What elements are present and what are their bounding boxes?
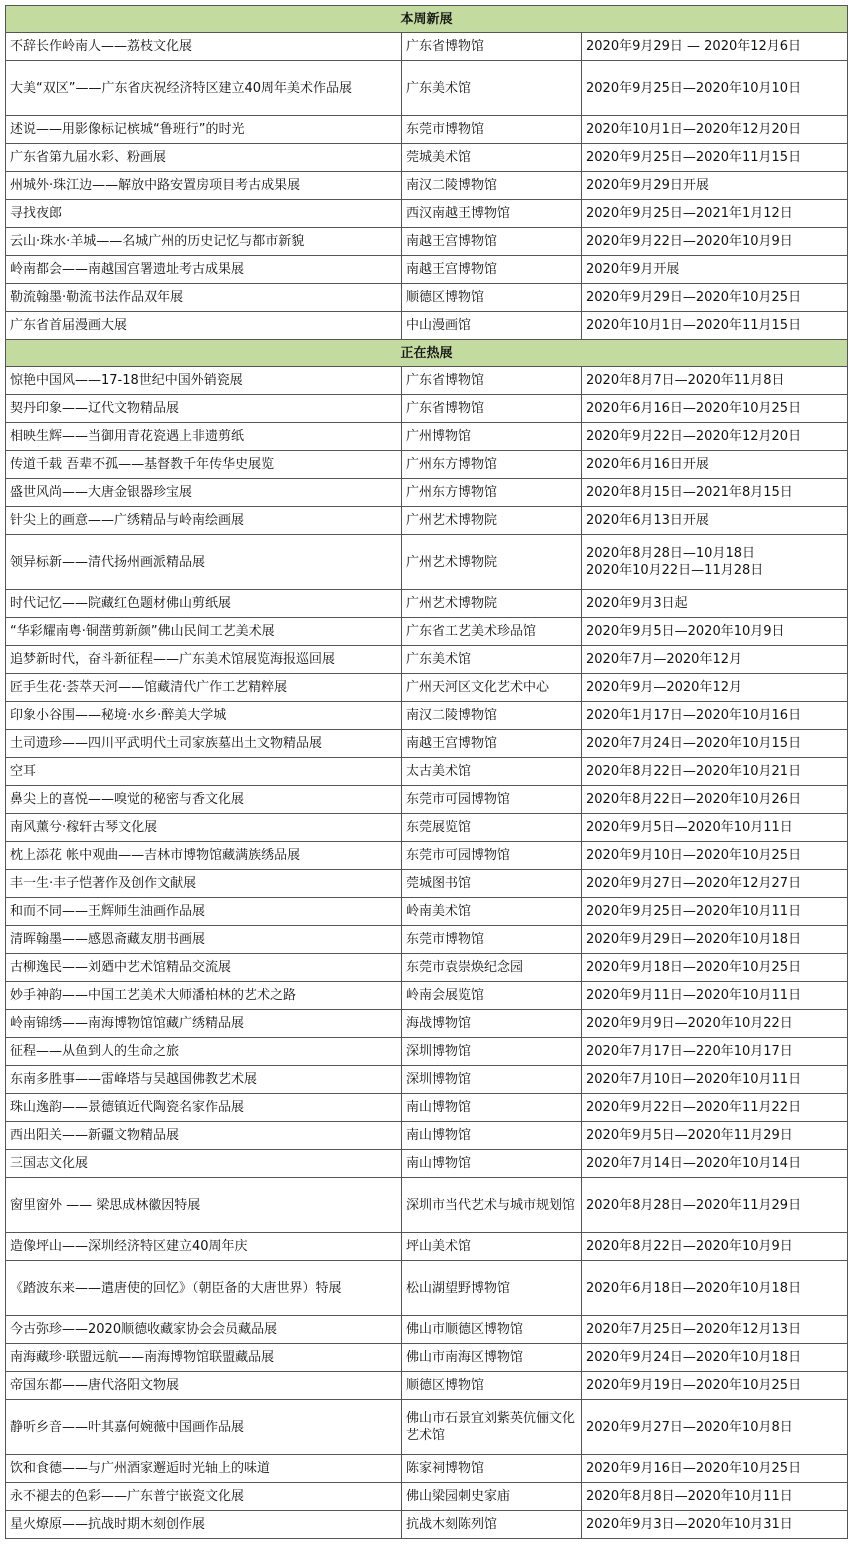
- venue: 广州博物馆: [402, 423, 582, 451]
- venue: 广州天河区文化艺术中心: [402, 674, 582, 702]
- date-range: 2020年9月19日—2020年10月25日: [586, 1378, 802, 1393]
- exhibition-dates: [582, 1511, 848, 1539]
- exhibition-dates: [582, 870, 848, 898]
- date-range: 2020年8月7日—2020年11月8日: [586, 373, 785, 388]
- exhibition-dates: [582, 1400, 848, 1455]
- venue: 广东省工艺美术珍品馆: [402, 618, 582, 646]
- exhibition-dates: [582, 1066, 848, 1094]
- exhibition-name: 针尖上的画意——广绣精品与岭南绘画展: [6, 507, 402, 535]
- venue: 佛山市石景宜刘紫英伉俪文化艺术馆: [402, 1400, 582, 1455]
- venue: 坪山美术馆: [402, 1233, 582, 1261]
- table-row: [6, 200, 848, 228]
- exhibition-name: 古柳逸民——刘廼中艺术馆精品交流展: [6, 954, 402, 982]
- exhibition-name: 盛世风尚——大唐金银器珍宝展: [6, 479, 402, 507]
- date-range: 2020年10月1日—2020年12月20日: [586, 122, 802, 137]
- venue: 顺德区博物馆: [402, 1372, 582, 1400]
- exhibition-name: 和而不同——王辉师生油画作品展: [6, 898, 402, 926]
- exhibition-name: 西出阳关——新疆文物精品展: [6, 1122, 402, 1150]
- date-range: 2020年10月1日—2020年11月15日: [586, 318, 802, 333]
- exhibition-name: 云山·珠水·羊城——名城广州的历史记忆与都市新貌: [6, 228, 402, 256]
- date-range: 2020年8月28日—2020年11月29日: [586, 1197, 802, 1213]
- date-range: 2020年9月25日—2020年11月15日: [586, 150, 802, 165]
- exhibition-name: 不辞长作岭南人——荔枝文化展: [6, 33, 402, 61]
- exhibition-dates: [582, 1122, 848, 1150]
- table-row: [6, 172, 848, 200]
- date-range: 2020年9月22日—2020年11月22日: [586, 1100, 802, 1115]
- date-range: 2020年9月9日—2020年10月22日: [586, 1016, 793, 1031]
- table-row: [6, 479, 848, 507]
- exhibition-dates: [582, 982, 848, 1010]
- exhibition-dates: [582, 730, 848, 758]
- venue: 深圳博物馆: [402, 1038, 582, 1066]
- date-range: 2020年9月—2020年12月: [586, 680, 742, 695]
- date-range: 2020年9月29日开展: [586, 178, 709, 193]
- date-range: 2020年9月3日起: [586, 596, 688, 611]
- date-range: 2020年6月16日开展: [586, 457, 709, 472]
- table-row: [6, 814, 848, 842]
- exhibition-name: 领异标新——清代扬州画派精品展: [6, 535, 402, 590]
- exhibition-name: 寻找夜郎: [6, 200, 402, 228]
- date-range: 2020年9月25日—2020年10月11日: [586, 904, 802, 919]
- table-row: [6, 982, 848, 1010]
- exhibition-table: [5, 5, 848, 1539]
- date-range: 2020年9月22日—2020年10月9日: [586, 234, 793, 249]
- venue: 佛山市顺德区博物馆: [402, 1316, 582, 1344]
- exhibition-dates: [582, 646, 848, 674]
- table-row: [6, 367, 848, 395]
- section-title: 正在热展: [6, 340, 848, 367]
- venue: 广东省博物馆: [402, 367, 582, 395]
- date-range: 2020年9月24日—2020年10月18日: [586, 1350, 802, 1365]
- exhibition-name: 今古弥珍——2020顺德收藏家协会会员藏品展: [6, 1316, 402, 1344]
- venue: 岭南会展览馆: [402, 982, 582, 1010]
- exhibition-dates: [582, 1261, 848, 1316]
- venue: 莞城美术馆: [402, 144, 582, 172]
- date-range: 2020年9月16日—2020年10月25日: [586, 1461, 802, 1476]
- exhibition-name: 岭南都会——南越国宫署遗址考古成果展: [6, 256, 402, 284]
- exhibition-name: “华彩耀南粤·铜凿剪新颜”佛山民间工艺美术展: [6, 618, 402, 646]
- date-range: 2020年8月22日—2020年10月26日: [586, 792, 802, 807]
- venue: 海战博物馆: [402, 1010, 582, 1038]
- table-row: [6, 758, 848, 786]
- exhibition-name: 永不褪去的色彩——广东普宁嵌瓷文化展: [6, 1483, 402, 1511]
- venue: 抗战木刻陈列馆: [402, 1511, 582, 1539]
- exhibition-dates: [582, 842, 848, 870]
- venue: 东莞市可园博物馆: [402, 786, 582, 814]
- table-row: [6, 730, 848, 758]
- exhibition-name: 勒流翰墨·勒流书法作品双年展: [6, 284, 402, 312]
- exhibition-dates: [582, 1010, 848, 1038]
- date-range: 2020年9月10日—2020年10月25日: [586, 848, 802, 863]
- table-row: [6, 116, 848, 144]
- exhibition-dates: [582, 284, 848, 312]
- exhibition-name: 三国志文化展: [6, 1150, 402, 1178]
- table-row: [6, 535, 848, 590]
- venue: 广东省博物馆: [402, 33, 582, 61]
- exhibition-dates: [582, 1233, 848, 1261]
- venue: 东莞市博物馆: [402, 116, 582, 144]
- table-row: [6, 1344, 848, 1372]
- table-row: [6, 1233, 848, 1261]
- exhibition-dates: [582, 479, 848, 507]
- date-range: 2020年9月25日—2020年10月10日: [586, 80, 802, 96]
- table-row: [6, 1511, 848, 1539]
- exhibition-dates: [582, 674, 848, 702]
- venue: 广州艺术博物院: [402, 590, 582, 618]
- exhibition-name: 广东省第九届水彩、粉画展: [6, 144, 402, 172]
- date-range: 2020年8月22日—2020年10月9日: [586, 1239, 793, 1254]
- exhibition-name: 静听乡音——叶其嘉何婉薇中国画作品展: [6, 1400, 402, 1455]
- date-range: 2020年10月22日—11月28日: [586, 563, 764, 578]
- date-range: 2020年7月—2020年12月: [586, 652, 742, 667]
- exhibition-dates: [582, 1150, 848, 1178]
- table-row: [6, 702, 848, 730]
- venue: 广州东方博物馆: [402, 479, 582, 507]
- exhibition-name: 征程——从鱼到人的生命之旅: [6, 1038, 402, 1066]
- exhibition-dates: [582, 590, 848, 618]
- section-header: [6, 340, 848, 367]
- venue: 中山漫画馆: [402, 312, 582, 340]
- table-row: [6, 1455, 848, 1483]
- venue: 南山博物馆: [402, 1150, 582, 1178]
- exhibition-dates: [582, 1483, 848, 1511]
- table-row: [6, 674, 848, 702]
- venue: 深圳市当代艺术与城市规划馆: [402, 1178, 582, 1233]
- venue: 东莞市博物馆: [402, 926, 582, 954]
- venue: 陈家祠博物馆: [402, 1455, 582, 1483]
- exhibition-name: 大美“双区”——广东省庆祝经济特区建立40周年美术作品展: [6, 61, 402, 116]
- exhibition-name: 述说——用影像标记槟城“鲁班行”的时光: [6, 116, 402, 144]
- date-range: 2020年1月17日—2020年10月16日: [586, 708, 802, 723]
- exhibition-dates: [582, 367, 848, 395]
- table-row: [6, 1038, 848, 1066]
- exhibition-name: 空耳: [6, 758, 402, 786]
- table-row: [6, 1372, 848, 1400]
- table-row: [6, 1122, 848, 1150]
- exhibition-dates: [582, 423, 848, 451]
- date-range: 2020年9月5日—2020年10月11日: [586, 820, 793, 835]
- date-range: 2020年8月28日—10月18日: [586, 546, 755, 561]
- exhibition-dates: [582, 1038, 848, 1066]
- table-row: [6, 898, 848, 926]
- exhibition-name: 饮和食德——与广州酒家邂逅时光轴上的味道: [6, 1455, 402, 1483]
- venue: 深圳博物馆: [402, 1066, 582, 1094]
- exhibition-dates: [582, 702, 848, 730]
- exhibition-name: 珠山逸韵——景德镇近代陶瓷名家作品展: [6, 1094, 402, 1122]
- exhibition-dates: [582, 144, 848, 172]
- exhibition-name: 岭南锦绣——南海博物馆馆藏广绣精品展: [6, 1010, 402, 1038]
- date-range: 2020年7月17日—220年10月17日: [586, 1044, 793, 1059]
- table-row: [6, 1150, 848, 1178]
- exhibition-name: 广东省首届漫画大展: [6, 312, 402, 340]
- venue: 岭南美术馆: [402, 898, 582, 926]
- exhibition-name: 东南多胜事——雷峰塔与吴越国佛教艺术展: [6, 1066, 402, 1094]
- venue: 莞城图书馆: [402, 870, 582, 898]
- table-row: [6, 61, 848, 116]
- date-range: 2020年9月27日—2020年10月8日: [586, 1419, 793, 1435]
- exhibition-dates: [582, 1344, 848, 1372]
- date-range: 2020年8月15日—2021年8月15日: [586, 485, 793, 500]
- table-row: [6, 256, 848, 284]
- date-range: 2020年9月11日—2020年10月11日: [586, 988, 802, 1003]
- table-row: [6, 954, 848, 982]
- date-range: 2020年9月3日—2020年10月31日: [586, 1517, 793, 1532]
- exhibition-name: 南海藏珍·联盟远航——南海博物馆联盟藏品展: [6, 1344, 402, 1372]
- exhibition-name: 《踏波东来——遣唐使的回忆》（朝臣备的大唐世界）特展: [6, 1261, 402, 1316]
- venue: 广州艺术博物院: [402, 507, 582, 535]
- venue: 东莞市可园博物馆: [402, 842, 582, 870]
- venue: 南汉二陵博物馆: [402, 172, 582, 200]
- section-header: [6, 6, 848, 33]
- exhibition-dates: [582, 1372, 848, 1400]
- exhibition-name: 妙手神韵——中国工艺美术大师潘柏林的艺术之路: [6, 982, 402, 1010]
- exhibition-dates: [582, 814, 848, 842]
- exhibition-dates: [582, 1094, 848, 1122]
- exhibition-dates: [582, 172, 848, 200]
- venue: 松山湖望野博物馆: [402, 1261, 582, 1316]
- date-range: 2020年9月22日—2020年12月20日: [586, 429, 802, 444]
- date-range: 2020年8月8日—2020年10月11日: [586, 1489, 793, 1504]
- table-row: [6, 590, 848, 618]
- venue: 广东美术馆: [402, 646, 582, 674]
- exhibition-name: 匠手生花·荟萃天河——馆藏清代广作工艺精粹展: [6, 674, 402, 702]
- table-row: [6, 1261, 848, 1316]
- date-range: 2020年9月25日—2021年1月12日: [586, 206, 793, 221]
- date-range: 2020年7月14日—2020年10月14日: [586, 1156, 802, 1171]
- exhibition-dates: [582, 33, 848, 61]
- table-row: [6, 395, 848, 423]
- table-row: [6, 618, 848, 646]
- date-range: 2020年9月5日—2020年10月9日: [586, 624, 785, 639]
- date-range: 2020年7月10日—2020年10月11日: [586, 1072, 802, 1087]
- date-range: 2020年9月5日—2020年11月29日: [586, 1128, 793, 1143]
- venue: 顺德区博物馆: [402, 284, 582, 312]
- venue: 广州东方博物馆: [402, 451, 582, 479]
- exhibition-dates: [582, 312, 848, 340]
- date-range: 2020年7月24日—2020年10月15日: [586, 736, 802, 751]
- exhibition-dates: [582, 926, 848, 954]
- venue: 东莞市袁崇焕纪念园: [402, 954, 582, 982]
- table-row: [6, 786, 848, 814]
- exhibition-dates: [582, 1455, 848, 1483]
- exhibition-dates: [582, 507, 848, 535]
- date-range: 2020年9月29日 — 2020年12月6日: [586, 39, 802, 54]
- exhibition-dates: [582, 228, 848, 256]
- exhibition-name: 鼻尖上的喜悦——嗅觉的秘密与香文化展: [6, 786, 402, 814]
- date-range: 2020年6月16日—2020年10月25日: [586, 401, 802, 416]
- venue: 南越王宫博物馆: [402, 256, 582, 284]
- table-row: [6, 312, 848, 340]
- date-range: 2020年9月开展: [586, 262, 680, 277]
- table-row: [6, 1178, 848, 1233]
- exhibition-dates: [582, 758, 848, 786]
- exhibition-table-body: [6, 6, 848, 1539]
- exhibition-dates: [582, 535, 848, 590]
- exhibition-dates: [582, 61, 848, 116]
- venue: 南越王宫博物馆: [402, 730, 582, 758]
- exhibition-name: 南风薰兮·稼轩古琴文化展: [6, 814, 402, 842]
- exhibition-dates: [582, 786, 848, 814]
- table-row: [6, 1400, 848, 1455]
- table-row: [6, 842, 848, 870]
- venue: 佛山梁园刺史家庙: [402, 1483, 582, 1511]
- exhibition-dates: [582, 1178, 848, 1233]
- table-row: [6, 870, 848, 898]
- exhibition-name: 星火燎原——抗战时期木刻创作展: [6, 1511, 402, 1539]
- section-title: 本周新展: [6, 6, 848, 33]
- exhibition-name: 土司遗珍——四川平武明代土司家族墓出土文物精品展: [6, 730, 402, 758]
- venue: 西汉南越王博物馆: [402, 200, 582, 228]
- table-row: [6, 646, 848, 674]
- exhibition-name: 契丹印象——辽代文物精品展: [6, 395, 402, 423]
- exhibition-dates: [582, 256, 848, 284]
- date-range: 2020年8月22日—2020年10月21日: [586, 764, 802, 779]
- exhibition-dates: [582, 1316, 848, 1344]
- exhibition-dates: [582, 200, 848, 228]
- date-range: 2020年9月29日—2020年10月25日: [586, 290, 802, 305]
- venue: 广东省博物馆: [402, 395, 582, 423]
- venue: 南越王宫博物馆: [402, 228, 582, 256]
- exhibition-name: 造像坪山——深圳经济特区建立40周年庆: [6, 1233, 402, 1261]
- exhibition-name: 印象小谷围——秘境·水乡·醉美大学城: [6, 702, 402, 730]
- venue: 南山博物馆: [402, 1094, 582, 1122]
- table-row: [6, 451, 848, 479]
- exhibition-name: 窗里窗外 —— 梁思成林徽因特展: [6, 1178, 402, 1233]
- exhibition-name: 追梦新时代，奋斗新征程——广东美术馆展览海报巡回展: [6, 646, 402, 674]
- table-row: [6, 144, 848, 172]
- exhibition-dates: [582, 898, 848, 926]
- table-row: [6, 1483, 848, 1511]
- exhibition-name: 相映生辉——当御用青花瓷遇上非遗剪纸: [6, 423, 402, 451]
- venue: 佛山市南海区博物馆: [402, 1344, 582, 1372]
- table-row: [6, 423, 848, 451]
- venue: 南汉二陵博物馆: [402, 702, 582, 730]
- exhibition-dates: [582, 618, 848, 646]
- date-range: 2020年6月18日—2020年10月18日: [586, 1280, 802, 1296]
- exhibition-name: 枕上添花 帐中观曲——吉林市博物馆藏满族绣品展: [6, 842, 402, 870]
- exhibition-name: 州城外·珠江边——解放中路安置房项目考古成果展: [6, 172, 402, 200]
- exhibition-name: 清晖翰墨——感恩斋藏友朋书画展: [6, 926, 402, 954]
- table-row: [6, 507, 848, 535]
- exhibition-name: 时代记忆——院藏红色题材佛山剪纸展: [6, 590, 402, 618]
- venue: 广东美术馆: [402, 61, 582, 116]
- date-range: 2020年9月27日—2020年12月27日: [586, 876, 802, 891]
- table-row: [6, 284, 848, 312]
- exhibition-name: 帝国东都——唐代洛阳文物展: [6, 1372, 402, 1400]
- exhibition-dates: [582, 451, 848, 479]
- exhibition-dates: [582, 954, 848, 982]
- table-row: [6, 1010, 848, 1038]
- exhibition-name: 惊艳中国风——17-18世纪中国外销瓷展: [6, 367, 402, 395]
- table-row: [6, 926, 848, 954]
- exhibition-name: 丰一生·丰子恺著作及创作文献展: [6, 870, 402, 898]
- exhibition-dates: [582, 116, 848, 144]
- table-row: [6, 228, 848, 256]
- exhibition-dates: [582, 395, 848, 423]
- venue: 太古美术馆: [402, 758, 582, 786]
- date-range: 2020年7月25日—2020年12月13日: [586, 1322, 802, 1337]
- table-row: [6, 1066, 848, 1094]
- table-row: [6, 1094, 848, 1122]
- date-range: 2020年9月29日—2020年10月18日: [586, 932, 802, 947]
- table-row: [6, 33, 848, 61]
- table-row: [6, 1316, 848, 1344]
- date-range: 2020年6月13日开展: [586, 513, 709, 528]
- exhibition-name: 传道千载 吾辈不孤——基督教千年传华史展览: [6, 451, 402, 479]
- venue: 东莞展览馆: [402, 814, 582, 842]
- date-range: 2020年9月18日—2020年10月25日: [586, 960, 802, 975]
- venue: 南山博物馆: [402, 1122, 582, 1150]
- venue: 广州艺术博物院: [402, 535, 582, 590]
